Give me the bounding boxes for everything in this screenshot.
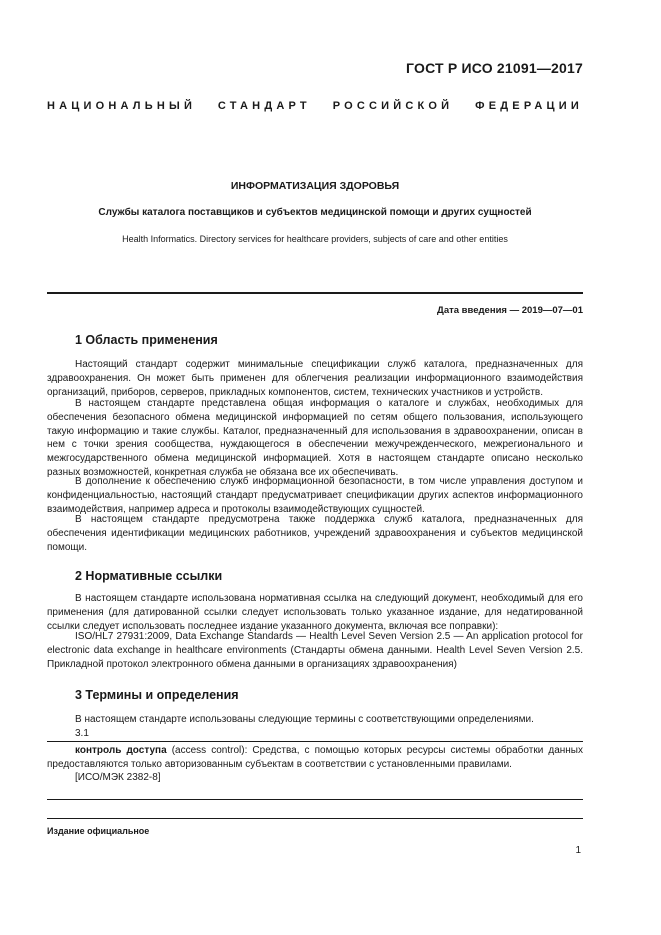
section-1-paragraph-1: Настоящий стандарт содержит минимальные спецификации служб каталога, предназначенных для здравоохранения. Он может быть применен для облегчения реализации информационного взаимодействия организаций, приборов, серверов, прикладных компонентов, систем, технических участников и устройств. bbox=[47, 359, 583, 398]
document-english-title: Health Informatics. Directory services for healthcare providers, subjects of care and other entities bbox=[122, 234, 508, 244]
section-1-paragraph-4: В настоящем стандарте предусмотрена также поддержка служб каталога, предназначенных для обеспечения идентификации медицинских работников, учреждений здравоохранения и субъектов медицинской помощи. bbox=[47, 514, 583, 553]
edition-label: Издание официальное bbox=[47, 826, 150, 836]
section-3-heading: 3 Термины и определения bbox=[75, 688, 239, 702]
page-number: 1 bbox=[575, 845, 581, 856]
national-standard-banner: НАЦИОНАЛЬНЫЙ СТАНДАРТ РОССИЙСКОЙ ФЕДЕРАЦИИ bbox=[47, 100, 583, 112]
section-2-heading: 2 Нормативные ссылки bbox=[75, 569, 223, 583]
section-1-paragraph-3: В дополнение к обеспечению служб информационной безопасности, в том числе управления доступом и конфиденциальностью, настоящий стандарт предусматривает спецификации других аспектов информационного взаимодействия, например адреса и протоколы взаимодействующих сущностей. bbox=[47, 476, 583, 515]
term-definition-box bbox=[47, 741, 583, 800]
term-source: [ИСО/МЭК 2382-8] bbox=[75, 772, 161, 784]
introduction-date: Дата введения — 2019—07—01 bbox=[437, 305, 583, 316]
section-3-paragraph-1: В настоящем стандарте использованы следующие термины с соответствующими определениями. bbox=[75, 714, 534, 725]
footer-divider bbox=[47, 818, 583, 819]
document-title: ИНФОРМАТИЗАЦИЯ ЗДОРОВЬЯ bbox=[230, 180, 400, 192]
section-2-paragraph-2: ISO/HL7 27931:2009, Data Exchange Standards — Health Level Seven Version 2.5 — An application protocol for electronic data exchange in healthcare environments (Стандарты обмена данными. Health Level Seven Version 2.5. Прикладной протокол электронного обмена данными в организациях здравоохранения) bbox=[47, 631, 583, 670]
term-number: 3.1 bbox=[75, 728, 89, 739]
section-1-heading: 1 Область применения bbox=[75, 333, 218, 347]
term-body: (access control): Средства, с помощью которых ресурсы системы обработки данных предоставляются только авторизованным субъектам в соответствии с установленными правилами. bbox=[47, 745, 583, 770]
document-subtitle: Службы каталога поставщиков и субъектов медицинской помощи и других сущностей bbox=[98, 207, 532, 218]
section-2-paragraph-1: В настоящем стандарте использована нормативная ссылка на следующий документ, необходимый для его применения (для датированной ссылки следует использовать только указанное издание, для недатированной ссылки следует использовать последнее издание указанного документа, включая все поправки): bbox=[47, 593, 583, 632]
section-1-paragraph-2: В настоящем стандарте представлена общая информация о каталоге и службах, необходимых для обеспечения безопасного обмена медицинской информацией по сетям общего пользования, использующего такую информацию и такие службы. Каталог, предназначенный для использования в здравоохранении, описан в нем с точки зрения сообщества, нуждающегося в обеспечении межучрежденческого, межрегионального и межгосударственного обмена медицинской информацией. Хотя в настоящем стандарте описано несколько разных возможностей, конкретная служба не обязана все их обеспечивать. bbox=[47, 398, 583, 478]
term-name: контроль доступа bbox=[75, 745, 167, 756]
title-divider bbox=[47, 292, 583, 294]
term-definition bbox=[47, 742, 583, 771]
standard-code: ГОСТ Р ИСО 21091—2017 bbox=[406, 60, 583, 76]
